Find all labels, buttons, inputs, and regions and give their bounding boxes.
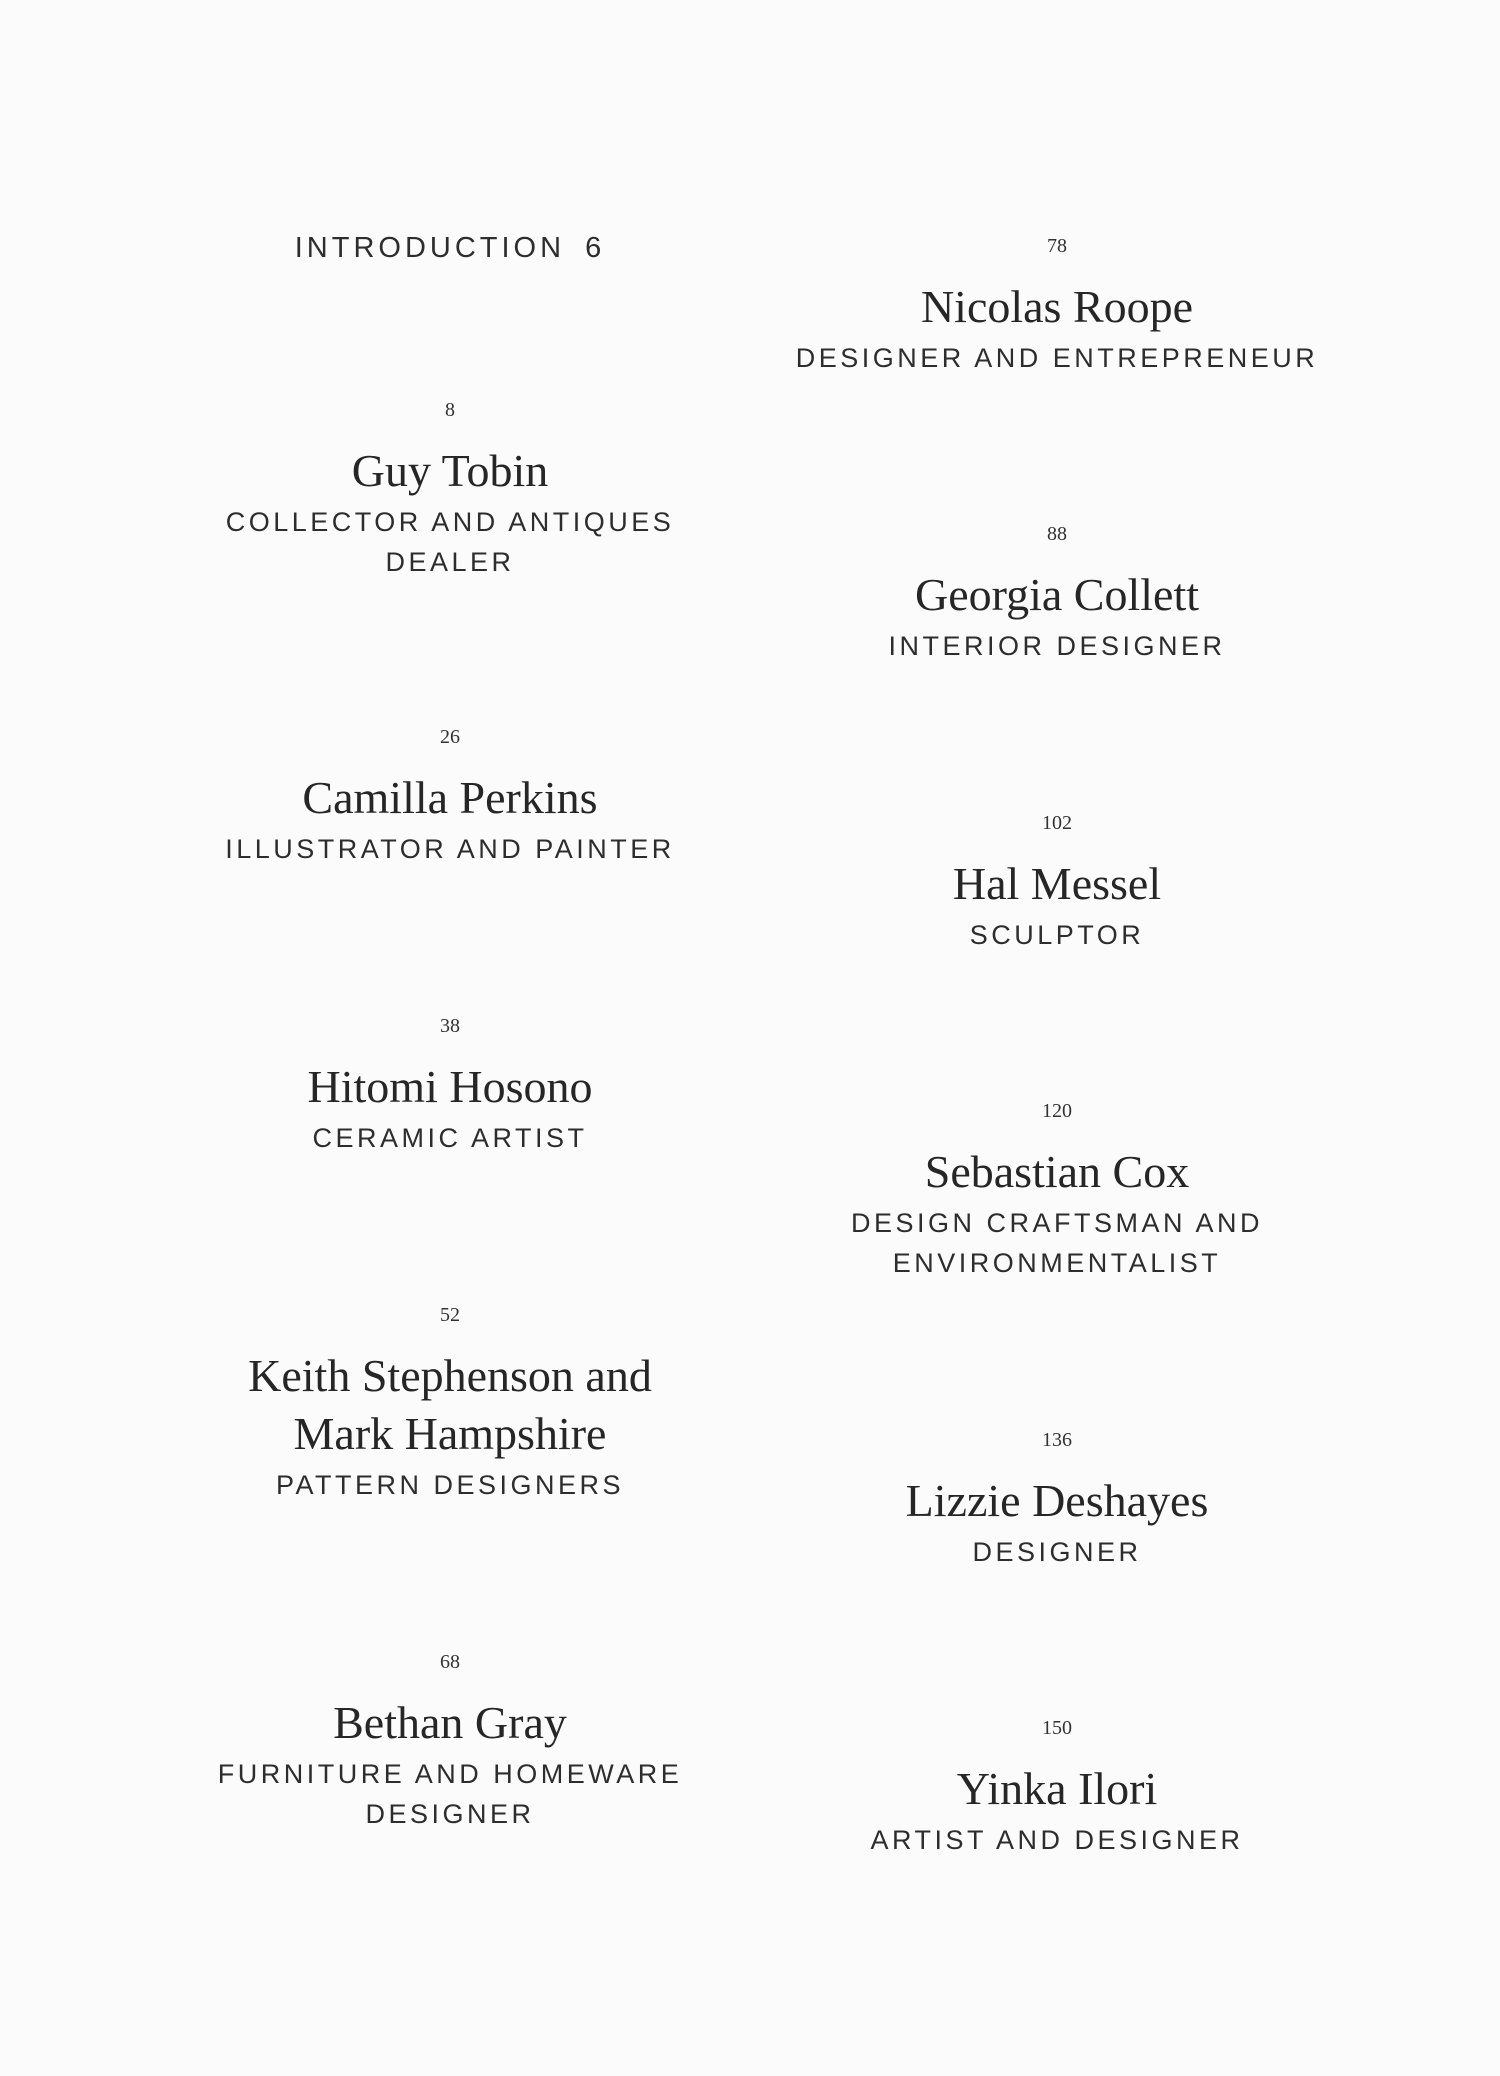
entry-role: DESIGNER (972, 1537, 1142, 1567)
entry-role: DESIGNER AND ENTREPRENEUR (795, 343, 1319, 373)
entry-role: PATTERN DESIGNERS (275, 1470, 625, 1500)
introduction-entry (150, 232, 750, 265)
introduction-page-number: 6 (585, 232, 606, 264)
contents-entry-guy-tobin (150, 398, 750, 582)
page-number: 88 (1047, 523, 1067, 545)
contents-entry-camilla-perkins (150, 725, 750, 869)
page-number: 68 (440, 1651, 460, 1673)
entry-role: DESIGN CRAFTSMAN AND ENVIRONMENTALIST (850, 1208, 1264, 1278)
entry-name: Camilla Perkins (302, 772, 598, 823)
page-number: 120 (1042, 1100, 1072, 1122)
entry-name: Keith Stephenson and Mark Hampshire (248, 1350, 652, 1459)
contents-entry-sebastian-cox (757, 1099, 1357, 1283)
entry-role: CERAMIC ARTIST (312, 1123, 588, 1153)
contents-entry-lizzie-deshayes (757, 1428, 1357, 1572)
entry-role: COLLECTOR AND ANTIQUES DEALER (225, 507, 675, 577)
contents-entry-nicolas-roope (757, 234, 1357, 378)
page-number: 78 (1047, 235, 1067, 257)
page-number: 38 (440, 1015, 460, 1037)
contents-entry-yinka-ilori (757, 1716, 1357, 1860)
page-number: 150 (1042, 1717, 1072, 1739)
introduction-label: INTRODUCTION (294, 232, 566, 264)
page-number: 8 (445, 399, 455, 421)
entry-name: Sebastian Cox (924, 1146, 1190, 1197)
page-number: 26 (440, 726, 460, 748)
entry-name: Hal Messel (952, 858, 1162, 909)
entry-name: Guy Tobin (351, 445, 549, 496)
entry-role: FURNITURE AND HOMEWARE DESIGNER (217, 1759, 683, 1829)
contents-entry-hitomi-hosono (150, 1014, 750, 1158)
entry-name: Georgia Collett (914, 569, 1200, 620)
contents-entry-bethan-gray (150, 1650, 750, 1834)
entry-role: SCULPTOR (969, 920, 1145, 950)
entry-name: Hitomi Hosono (307, 1061, 593, 1112)
entry-role: ARTIST AND DESIGNER (870, 1825, 1244, 1855)
page-number: 52 (440, 1304, 460, 1326)
entry-name: Yinka Ilori (956, 1763, 1158, 1814)
entry-role: INTERIOR DESIGNER (888, 631, 1226, 661)
contents-entry-hal-messel (757, 811, 1357, 955)
entry-name: Lizzie Deshayes (905, 1475, 1209, 1526)
contents-entry-stephenson-hampshire (150, 1303, 750, 1505)
contents-entry-georgia-collett (757, 522, 1357, 666)
page-number: 102 (1042, 812, 1072, 834)
page-number: 136 (1042, 1429, 1072, 1451)
entry-name: Bethan Gray (333, 1697, 567, 1748)
entry-name: Nicolas Roope (920, 281, 1194, 332)
entry-role: ILLUSTRATOR AND PAINTER (225, 834, 675, 864)
